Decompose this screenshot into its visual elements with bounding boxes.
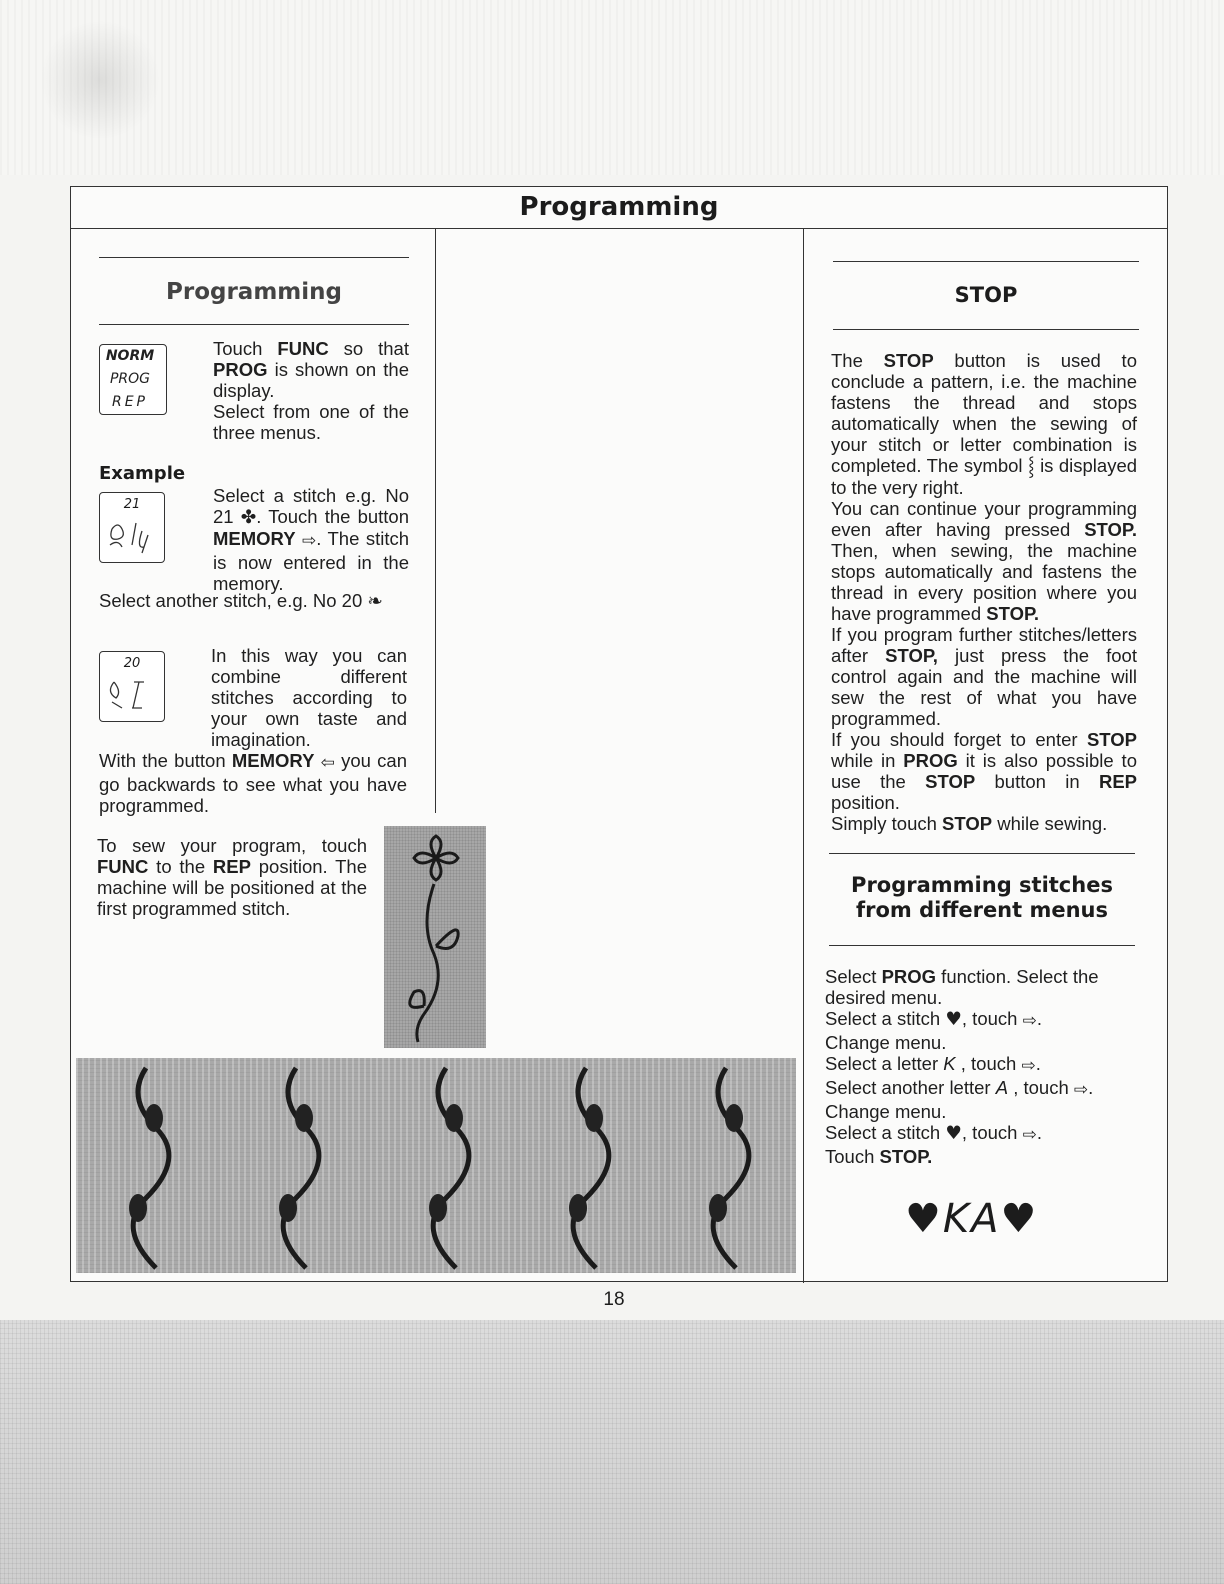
- left-column-divider: [435, 228, 436, 813]
- menus-heading-line-2: from different menus: [855, 898, 1109, 922]
- stop-symbol-icon: ⸾: [1027, 456, 1035, 477]
- display-21-number: 21: [123, 497, 141, 512]
- menus-heading-rule-top: [829, 853, 1135, 854]
- scan-noise-top: [0, 0, 1224, 175]
- left-paragraph-4: To sew your program, touch FUNC to the REP position. The machine will be positioned at the first programmed stitch.: [97, 835, 367, 919]
- arrow-right-icon: ⇨: [302, 531, 317, 551]
- clover-stitch-icon: ✤: [240, 507, 257, 528]
- heart-stitch-icon: ♥: [945, 1123, 962, 1144]
- left-paragraph-2: Select a stitch e.g. No 21 ✤. Touch the button MEMORY ⇨. The stitch is now entered in the memory.: [213, 485, 410, 594]
- arrow-right-icon: ⇨: [1022, 1125, 1037, 1145]
- left-paragraph-1b: Select from one of the three menus.: [213, 401, 409, 443]
- stop-heading: STOP: [954, 283, 1018, 307]
- arrow-right-icon: ⇨: [1073, 1080, 1089, 1100]
- menus-heading-line-1: Programming stitches: [851, 873, 1113, 897]
- scan-noise-bottom: [0, 1320, 1224, 1584]
- page-number: 18: [603, 1289, 625, 1310]
- page-header-title: Programming: [71, 187, 1167, 229]
- display-rep: REP: [111, 394, 148, 410]
- menus-heading: [829, 873, 1135, 923]
- display-stitch-21: [99, 492, 165, 563]
- flower-stitch-drawing: [384, 826, 486, 1048]
- flower-embroidery-photo: [384, 826, 486, 1048]
- stitch-20-icon: [102, 676, 164, 716]
- arrow-right-icon: ⇨: [1021, 1056, 1036, 1076]
- menus-heading-rule-bottom: [829, 945, 1135, 946]
- left-heading-rule-top: [99, 257, 409, 258]
- stitch-band-drawing: [76, 1058, 796, 1273]
- stop-heading-rule-top: [833, 261, 1139, 262]
- heart-stitch-icon: ♥: [945, 1009, 962, 1030]
- stop-heading-rule-bottom: [833, 329, 1139, 330]
- arrow-left-icon: ⇦: [320, 753, 335, 773]
- result-sample: [905, 1196, 1055, 1242]
- left-heading-rule-bottom: [99, 324, 409, 325]
- display-prog: PROG: [109, 371, 151, 387]
- left-paragraph-3: In this way you can combine different stitches according to your own taste and imagination.: [211, 645, 407, 750]
- left-section-heading: Programming: [166, 279, 342, 305]
- display-20-number: 20: [123, 656, 141, 671]
- left-paragraph-3b: With the button MEMORY ⇦ you can go backwards to see what you have programmed.: [99, 750, 408, 816]
- leaf-stitch-icon: ❧: [367, 591, 383, 612]
- heart-pattern-icon: ♥: [905, 1196, 943, 1242]
- embroidered-stitch-band-photo: [76, 1058, 796, 1273]
- heart-pattern-icon: ♥: [1000, 1196, 1039, 1242]
- arrow-right-icon: ⇨: [1022, 1011, 1037, 1031]
- stop-paragraph: The STOP button is used to conclude a pattern, i.e. the machine fastens the thread and stops automatically when the sewing of your stitch or letter combination is completed. The symbol ⸾ is displayed to the very right. You can continue your programming even after having pressed STOP. Then, when sewing, the machine stops automatically and fastens the thread in every position where you have programmed STOP. If you program further stitches/letters after STOP, just press the foot control again and the machine will sew the rest of what you have programmed. If you should forget to enter STOP while in PROG it is also possible to use the STOP button in REP position. Simply touch STOP while sewing.: [831, 350, 1138, 834]
- display-norm: NORM: [105, 348, 155, 364]
- left-paragraph-1: Touch FUNC so that PROG is shown on the display.: [213, 338, 409, 401]
- display-stitch-20: [99, 651, 165, 722]
- result-letters: KA: [942, 1196, 1001, 1242]
- left-paragraph-2b: Select another stitch, e.g. No 20 ❧: [99, 590, 383, 612]
- right-column-divider: [803, 228, 804, 1283]
- stitch-21-icon: [102, 517, 164, 557]
- menus-paragraph: Select PROG function. Select the desired menu. Select a stitch ♥, touch ⇨. Change menu. Select a letter K , touch ⇨. Select another letter A , touch ⇨. Change menu. Select a stitch ♥, touch ⇨. Touch STOP.: [825, 966, 1099, 1167]
- example-label: Example: [99, 463, 186, 484]
